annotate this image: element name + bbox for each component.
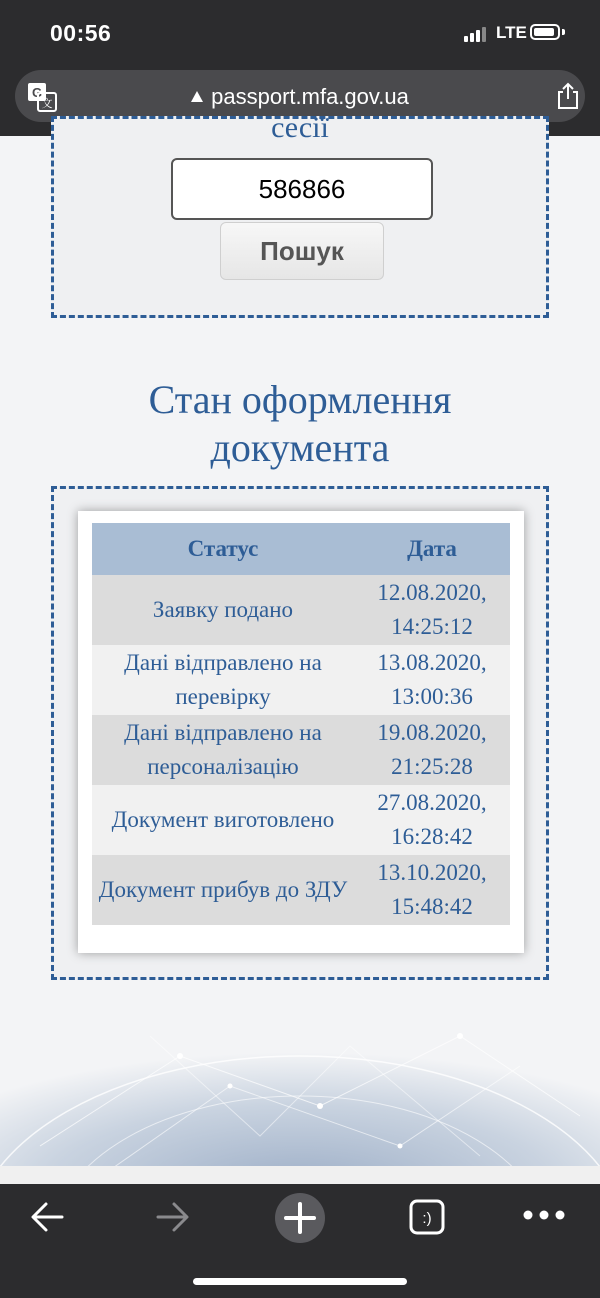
status-cell: Документ виготовлено (92, 785, 354, 855)
table-row (92, 855, 510, 925)
table-row (92, 575, 510, 645)
status-cell: Дані відправлено на персоналізацію (92, 715, 354, 785)
status-panel (51, 486, 549, 980)
back-arrow-icon[interactable] (28, 1198, 66, 1236)
forward-arrow-icon[interactable] (154, 1198, 192, 1236)
signal-icon (464, 26, 490, 42)
session-number-input[interactable] (171, 158, 433, 220)
battery-icon (530, 24, 560, 40)
table-row (92, 645, 510, 715)
status-table-card (78, 511, 524, 953)
status-cell: Заявку подано (92, 575, 354, 645)
status-bar (0, 0, 600, 66)
date-cell: 13.10.2020, 15:48:42 (354, 855, 510, 925)
url-text: passport.mfa.gov.ua (211, 84, 409, 109)
date-cell: 12.08.2020, 14:25:12 (354, 575, 510, 645)
network-label: LTE (496, 23, 527, 42)
more-dots-icon[interactable] (522, 1208, 566, 1222)
svg-text::): :) (422, 1210, 432, 1227)
new-tab-plus-icon[interactable] (274, 1192, 326, 1244)
date-cell: 19.08.2020, 21:25:28 (354, 715, 510, 785)
globe-background-image (0, 996, 600, 1184)
status-table (92, 523, 510, 925)
table-row (92, 715, 510, 785)
home-indicator (193, 1278, 407, 1285)
share-icon[interactable] (555, 82, 581, 110)
tab-switcher-icon[interactable] (408, 1198, 446, 1236)
table-header-row (92, 523, 510, 575)
search-button[interactable]: Пошук (220, 222, 384, 280)
svg-text:文: 文 (41, 98, 53, 110)
column-header-status: Статус (92, 523, 354, 575)
session-search-form (51, 111, 549, 318)
page-content (0, 111, 600, 1184)
date-cell: 27.08.2020, 16:28:42 (354, 785, 510, 855)
page-title: Стан оформлення документа (148, 377, 452, 470)
status-cell: Дані відправлено на перевірку (92, 645, 354, 715)
clock: 00:56 (50, 20, 112, 46)
warning-icon (191, 91, 203, 102)
status-cell: Документ прибув до ЗДУ (92, 855, 354, 925)
browser-toolbar (0, 1184, 600, 1298)
session-label: сесії (271, 111, 329, 144)
table-row (92, 785, 510, 855)
svg-text:G: G (31, 85, 43, 100)
column-header-date: Дата (354, 523, 510, 575)
date-cell: 13.08.2020, 13:00:36 (354, 645, 510, 715)
